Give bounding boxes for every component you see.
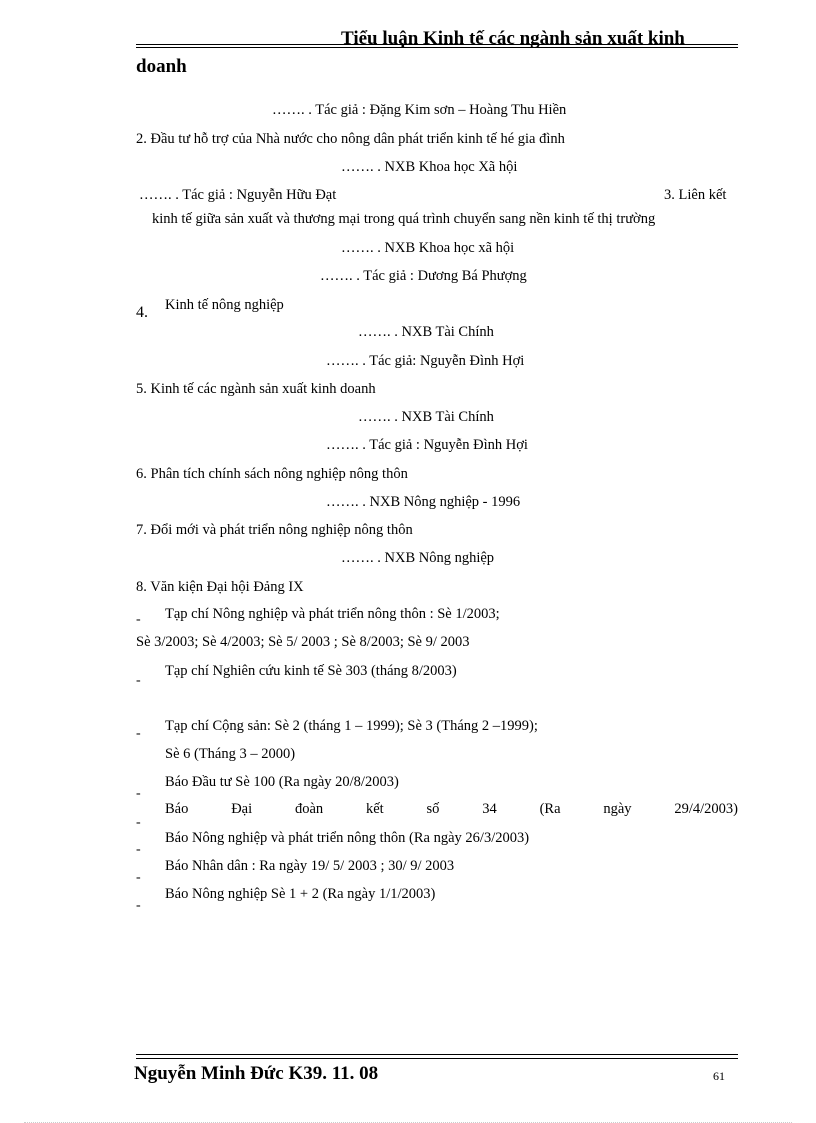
periodical-4: Báo Đầu tư Sè 100 (Ra ngày 20/8/2003)	[165, 774, 399, 790]
ref6-title: 6. Phân tích chính sách nông nghiệp nông thôn	[136, 466, 408, 482]
list-bullet-1: -	[136, 612, 141, 627]
ref3-title-start: 3. Liên kết	[664, 187, 727, 203]
periodical-1-line1: Tạp chí Nông nghiệp và phát triển nông thôn : Sè 1/2003;	[165, 606, 500, 622]
ref2-author: ……. . Tác giả : Nguyễn Hữu Đạt	[139, 187, 337, 203]
footer-rule-bottom	[136, 1058, 738, 1059]
periodical-2: Tạp chí Nghiên cứu kinh tế Sè 303 (tháng 8/2003)	[165, 663, 457, 679]
ref6-publisher: ……. . NXB Nông nghiệp - 1996	[326, 494, 521, 510]
periodical-8: Báo Nông nghiệp Sè 1 + 2 (Ra ngày 1/1/2003)	[165, 886, 436, 902]
periodical-3-line2: Sè 6 (Tháng 3 – 2000)	[165, 746, 296, 762]
list-bullet-4: -	[136, 786, 141, 801]
periodical-5-word: 34	[482, 801, 497, 817]
ref4-publisher: ……. . NXB Tài Chính	[358, 324, 494, 340]
periodical-5-word: Báo	[165, 801, 189, 817]
ref2-title: 2. Đầu tư hỗ trợ của Nhà nước cho nông dân phát triển kinh tế hé gia đình	[136, 131, 565, 147]
page-number: 61	[713, 1069, 725, 1083]
periodical-5-word: số	[426, 801, 440, 817]
periodical-5	[165, 801, 738, 818]
periodical-1-line2: Sè 3/2003; Sè 4/2003; Sè 5/ 2003 ; Sè 8/2003; Sè 9/ 2003	[136, 634, 470, 650]
ref5-author: ……. . Tác giả : Nguyễn Đình Hợi	[326, 437, 528, 453]
list-bullet-5: -	[136, 815, 141, 830]
ref8-title: 8. Văn kiện Đại hội Đảng IX	[136, 579, 304, 595]
ref4-title: Kinh tế nông nghiệp	[165, 297, 284, 313]
ref1-author: ……. . Tác giả : Đặng Kim sơn – Hoàng Thu Hiền	[272, 102, 567, 118]
list-bullet-7: -	[136, 870, 141, 885]
list-bullet-8: -	[136, 898, 141, 913]
ref3-author: ……. . Tác giả : Dương Bá Phượng	[320, 268, 527, 284]
periodical-5-word: 29/4/2003)	[674, 801, 738, 817]
ref7-publisher: ……. . NXB Nông nghiệp	[341, 550, 495, 566]
periodical-5-word: kết	[365, 801, 384, 817]
ref7-title: 7. Đổi mới và phát triển nông nghiệp nông thôn	[136, 522, 413, 538]
periodical-5-word: (Ra	[539, 801, 561, 817]
ref5-title: 5. Kinh tế các ngành sản xuất kinh doanh	[136, 381, 376, 397]
list-bullet-3: -	[136, 726, 141, 741]
header-title-line2: doanh	[136, 56, 187, 77]
ref2-publisher: ……. . NXB Khoa học Xã hội	[341, 159, 518, 175]
ref3-title-cont: kinh tế giữa sản xuất và thương mại trong quá trình chuyển sang nền kinh tế thị trường	[152, 211, 656, 227]
list-bullet-2: -	[136, 673, 141, 688]
footer-rule-top	[136, 1054, 738, 1055]
ref3-publisher: ……. . NXB Khoa học xã hội	[341, 240, 515, 256]
header-title-line1: Tiểu luận Kinh tế các ngành sản xuất kinh	[341, 28, 685, 49]
list-bullet-6: -	[136, 842, 141, 857]
ref5-publisher: ……. . NXB Tài Chính	[358, 409, 494, 425]
footer-author: Nguyễn Minh Đức K39. 11. 08	[134, 1063, 379, 1084]
periodical-7: Báo Nhân dân : Ra ngày 19/ 5/ 2003 ; 30/ 9/ 2003	[165, 858, 455, 874]
ref4-author: ……. . Tác giả: Nguyễn Đình Hợi	[326, 353, 525, 369]
periodical-6: Báo Nông nghiệp và phát triển nông thôn (Ra ngày 26/3/2003)	[165, 830, 530, 846]
periodical-3-line1: Tạp chí Cộng sản: Sè 2 (tháng 1 – 1999); Sè 3 (Tháng 2 –1999);	[165, 718, 538, 734]
ref4-number: 4.	[136, 304, 148, 321]
periodical-5-word: Đại	[231, 801, 253, 817]
periodical-5-word: ngày	[603, 801, 632, 817]
periodical-5-word: đoàn	[294, 801, 324, 817]
